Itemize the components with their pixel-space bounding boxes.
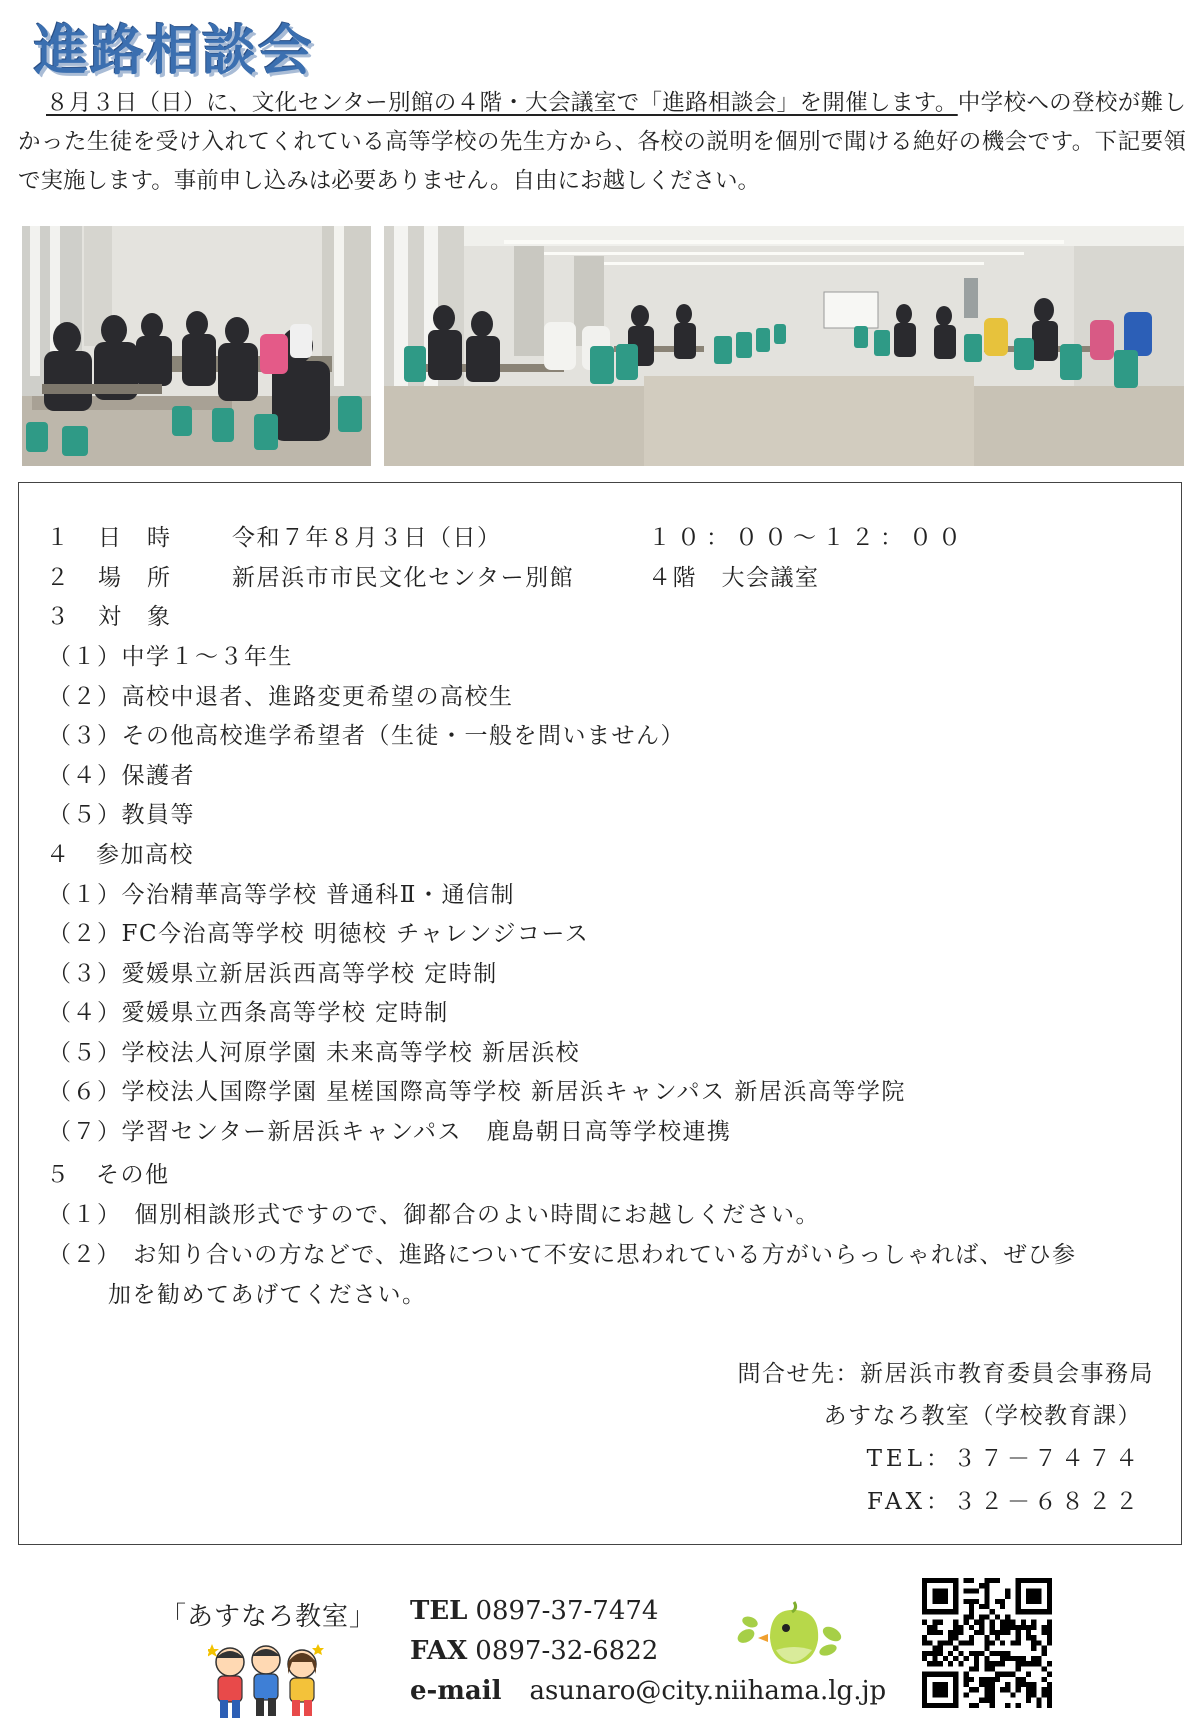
- contact-classroom: あすなろ教室（学校教育課）: [823, 1403, 1142, 1429]
- footer-email: [410, 1676, 886, 1706]
- intro-underlined: ８月３日（日）に、文化センター別館の４階・大会議室で「進路相談会」を開催します。: [46, 90, 958, 116]
- details-datetime: [46, 519, 172, 552]
- school-item-2: （２）FC今治高等学校 明徳校 チャレンジコース: [48, 921, 590, 947]
- details-place-value: 新居浜市市民文化センター別館: [232, 565, 575, 591]
- target-item-3: （３）その他高校進学希望者（生徒・一般を問いません）: [48, 723, 685, 749]
- footer-fax-label: FAX: [410, 1636, 468, 1666]
- details-datetime-time: １０：００～１２：００: [648, 525, 967, 551]
- school-item-6: （６）学校法人国際学園 星槎国際高等学校 新居浜キャンパス 新居浜高等学院: [48, 1079, 906, 1105]
- details-schools-label: 参加高校: [96, 842, 194, 868]
- target-item-5: （５）教員等: [48, 802, 195, 828]
- other-item-2: （２） お知り合いの方などで、進路について不安に思われている方がいらっしゃれば、ぜひ参: [48, 1242, 1077, 1268]
- footer-tel-value: 0897-37-7474: [475, 1596, 659, 1626]
- footer-label: 「あすなろ教室」: [160, 1602, 377, 1632]
- children-illustration: [208, 1640, 324, 1724]
- contact-tel: TEL：３７－７４７４: [866, 1446, 1142, 1472]
- qr-code[interactable]: [922, 1578, 1052, 1708]
- details-datetime-label: 日 時: [98, 525, 172, 551]
- target-item-4: （４）保護者: [48, 763, 195, 789]
- details-target: [46, 598, 172, 631]
- details-datetime-value: 令和７年８月３日（日）: [232, 525, 502, 551]
- other-item-2-cont: 加を勧めてあげてください。: [108, 1282, 427, 1308]
- details-datetime-num: １: [46, 525, 71, 551]
- details-place-room: ４階 大会議室: [648, 565, 820, 591]
- intro-rest: 中学校への登校が難しかった生徒を受け入れてくれている高等学校の先生方から、各校の説明を個別で聞ける絶好の機会です。下記要領で実施します。事前申し込みは必要ありません。自由にお越しください。: [18, 90, 1186, 194]
- school-item-4: （４）愛媛県立西条高等学校 定時制: [48, 1000, 449, 1026]
- school-item-5: （５）学校法人河原学園 未来高等学校 新居浜校: [48, 1040, 581, 1066]
- footer-email-label: e-mail: [410, 1676, 502, 1706]
- contact-fax: FAX：３２－６８２２: [867, 1489, 1142, 1515]
- contact-office: 問合せ先：新居浜市教育委員会事務局: [737, 1361, 1154, 1387]
- other-item-1: （１） 個別相談形式ですので、御都合のよい時間にお越しください。: [48, 1202, 821, 1228]
- details-target-num: ３: [46, 604, 71, 630]
- footer-tel: [410, 1596, 658, 1626]
- page-title: 進路相談会: [34, 19, 314, 82]
- details-place: [46, 559, 172, 592]
- details-schools-num: ４: [46, 842, 71, 868]
- details-other-num: ５: [46, 1162, 71, 1188]
- large-hall-photo: [384, 226, 1184, 466]
- footer-fax: [410, 1636, 658, 1666]
- target-item-2: （２）高校中退者、進路変更希望の高校生: [48, 684, 514, 710]
- target-item-1: （１）中学１～３年生: [48, 644, 293, 670]
- footer-fax-value: 0897-32-6822: [475, 1636, 659, 1666]
- details-place-num: ２: [46, 565, 71, 591]
- school-item-7: （７）学習センター新居浜キャンパス 鹿島朝日高等学校連携: [48, 1119, 732, 1145]
- intro-paragraph: [18, 84, 1186, 201]
- details-other-label: その他: [96, 1162, 170, 1188]
- details-other: [46, 1156, 170, 1189]
- details-place-label: 場 所: [98, 565, 172, 591]
- meeting-room-photo: [22, 226, 371, 466]
- footer-email-value[interactable]: asunaro@city.niihama.lg.jp: [529, 1676, 887, 1706]
- bird-illustration: [736, 1598, 844, 1672]
- school-item-3: （３）愛媛県立新居浜西高等学校 定時制: [48, 961, 498, 987]
- footer-tel-label: TEL: [410, 1596, 468, 1626]
- details-target-label: 対 象: [98, 604, 172, 630]
- details-schools: [46, 836, 194, 869]
- school-item-1: （１）今治精華高等学校 普通科Ⅱ・通信制: [48, 882, 515, 908]
